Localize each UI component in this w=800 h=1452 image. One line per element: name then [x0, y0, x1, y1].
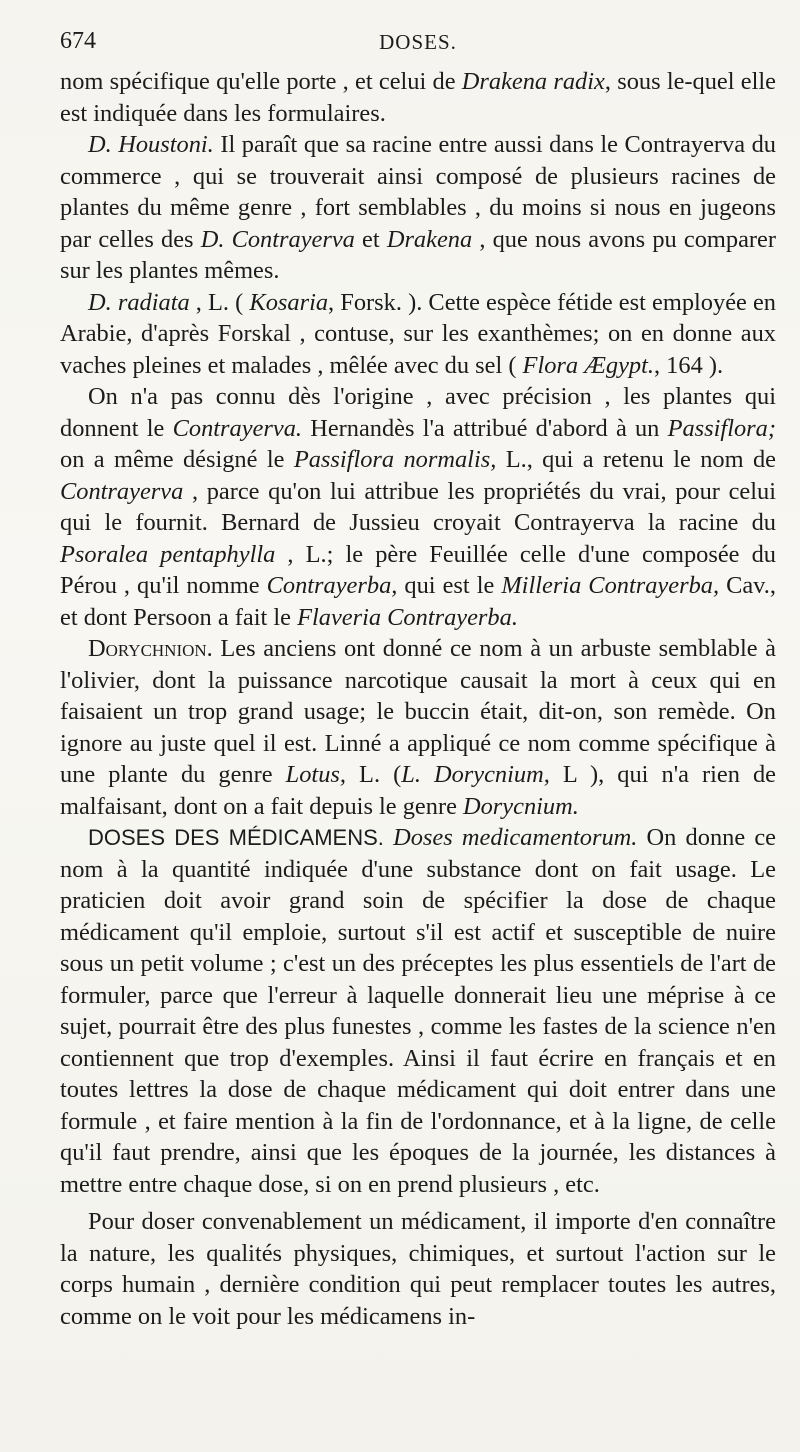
- paragraph: [60, 1206, 776, 1332]
- italic-term: Milleria Contrayerba,: [501, 572, 720, 599]
- italic-term: Doses medicamentorum.: [393, 824, 638, 851]
- text-run: , L.; le père Feuillée celle d'une composée du Pérou , qu'il nomme: [60, 540, 776, 599]
- paragraph: [60, 66, 776, 129]
- text-run: L ), qui n'a rien de malfaisant, dont on a fait depuis le genre: [60, 761, 776, 820]
- text-run: L. (: [345, 761, 402, 788]
- entry-heading: DOSES DES MÉDICAMENS.: [88, 825, 384, 850]
- text-run: L., qui a retenu le nom de: [496, 446, 776, 473]
- italic-term: D. Houstoni.: [88, 131, 214, 158]
- italic-term: D. Contrayerva: [200, 225, 355, 253]
- italic-term: Drakena: [386, 225, 473, 253]
- italic-term: Passiflora normalis,: [293, 446, 497, 473]
- italic-term: Dorycnium.: [463, 792, 579, 820]
- text-run: Les anciens ont donné ce nom à un arbuste semblable à l'olivier, dont la puissance narcotique causait la mort à ceux qui en faisaient un trop grand usage; le buccin était, dit-on, son remède. On ignore au juste quel il est. Linné a appliqué ce nom comme spécifique à une plante du genre: [60, 635, 776, 788]
- text-run: On n'a pas connu dès l'origine , avec précision , les plantes qui donnent le: [60, 383, 776, 442]
- text-run: , sous le-quel elle est indiquée dans les formulaires.: [60, 68, 776, 127]
- text-body: [60, 66, 776, 1332]
- text-run: Cav., et dont Persoon a fait le: [60, 572, 776, 631]
- paragraph: [60, 287, 776, 382]
- entry-term: Dorychnion.: [88, 635, 213, 662]
- italic-term: Flora Ægypt.: [522, 351, 654, 379]
- paragraph: [60, 633, 776, 822]
- italic-term: Kosaria: [249, 288, 329, 316]
- italic-term: Contrayerba,: [266, 572, 398, 599]
- italic-term: Passiflora;: [667, 414, 776, 442]
- text-run: Pour doser convenablement un médicament, il importe d'en connaître la nature, les qualités physiques, chimiques, et surtout l'action sur le corps humain , dernière condition qui peut remplacer toutes les autres, comme on le voit pour les médicamens in-: [60, 1208, 776, 1330]
- text-run: , que nous avons pu comparer sur les plantes mêmes.: [60, 225, 776, 284]
- text-run: et: [354, 225, 387, 253]
- text-run: nom spécifique qu'elle porte , et celui de: [60, 68, 462, 95]
- italic-term: Drakena radix: [461, 68, 605, 95]
- italic-term: Psoralea pentaphylla: [60, 540, 276, 568]
- italic-term: L. Dorycnium,: [401, 761, 550, 788]
- text-run: , 164 ).: [653, 351, 724, 379]
- paragraph: [60, 129, 776, 287]
- italic-term: Lotus,: [285, 761, 346, 788]
- text-run: , parce qu'on lui attribue les propriétés du vrai, pour celui qui le fournit. Bernard de Jussieu croyait Contrayerva la racine du: [60, 477, 776, 536]
- page-number: 674: [60, 28, 96, 54]
- running-title: DOSES.: [379, 30, 457, 54]
- italic-term: Flaveria Contrayerba.: [297, 603, 518, 631]
- page-header: [60, 24, 776, 64]
- text-run: , Forsk. ). Cette espèce fétide est employée en Arabie, d'après Forskal , contuse, sur les exanthèmes; on en donne aux vaches pleines et malades , mêlée avec du sel (: [60, 288, 776, 379]
- text-run: [384, 824, 393, 851]
- italic-term: Contrayerva.: [172, 414, 302, 442]
- text-run: , L. (: [189, 288, 250, 316]
- paragraph: [60, 381, 776, 633]
- text-run: On donne ce nom à la quantité indiquée d'une substance dont on fait usage. Le praticien doit avoir grand soin de spécifier la dose de chaque médicament qu'il emploie, surtout s'il est actif et susceptible de nuire sous un petit volume ; c'est un des préceptes les plus essentiels de l'art de formuler, parce que l'erreur à laquelle donnerait lieu une méprise à ce sujet, pourrait être des plus funestes , comme les fastes de la science n'en contiennent que trop d'exemples. Ainsi il faut écrire en français et en toutes lettres la dose de chaque médicament qui doit entrer dans une formule , et faire mention à la fin de l'ordonnance, et à la ligne, de celle qu'il faut prendre, ainsi que les époques de la journée, les distances à mettre entre chaque dose, si on en prend plusieurs , etc.: [60, 824, 776, 1198]
- text-run: Hernandès l'a attribué d'abord à un: [302, 414, 668, 442]
- paragraph: [60, 822, 776, 1200]
- italic-term: D. radiata: [88, 288, 190, 316]
- italic-term: Contrayerva: [60, 477, 184, 505]
- text-run: on a même désigné le: [60, 446, 294, 473]
- text-run: qui est le: [397, 572, 502, 599]
- text-run: Il paraît que sa racine entre aussi dans le Contrayerva du commerce , qui se trouverait ainsi composé de plusieurs racines de plantes du même genre , fort semblables , du moins si nous en jugeons par celles des: [60, 131, 776, 253]
